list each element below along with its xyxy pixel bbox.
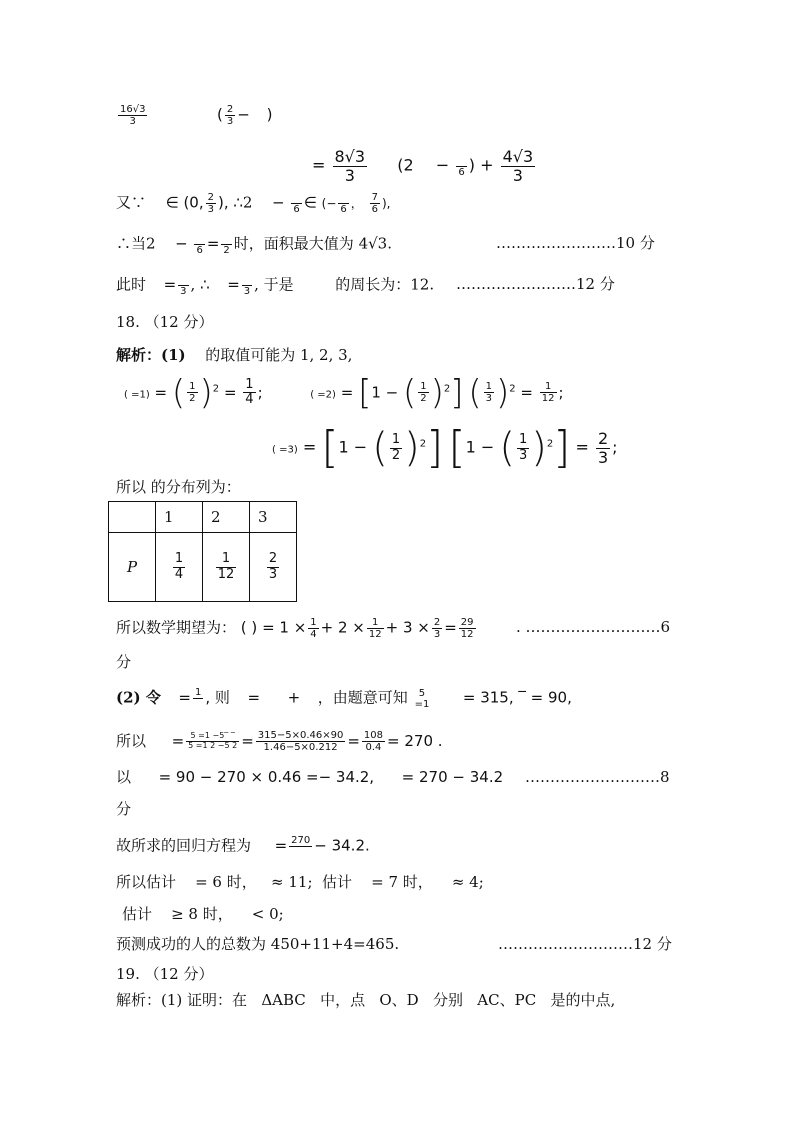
fraction: 270 bbox=[291, 835, 311, 846]
score-dots: ………………………8 bbox=[525, 768, 670, 786]
fraction: $\frac{315-5\times 0.46\times 90}{1.46-5\times 0.212}$ bbox=[257, 730, 344, 753]
line-20: 预测成功的人的总数为 450+11+4=465. bbox=[116, 935, 400, 953]
line-3: 又∵ ∈ (0, $\frac{2}{3}$ ), ∴2 − 6 ∈ (− 6 ， $\frac{7}{6}$ ), bbox=[116, 192, 391, 215]
score-dots: . ………………………6 bbox=[516, 618, 671, 636]
line-8: ( =1) = ( $\frac{1}{2}$ )$^2$ = $\frac{1}{4}$ ; ( =2) = [1 − ( $\frac{1}{2}$ )$^2$] ( $\frac{1}{3}$ )$^2$ = $\frac{1}{12}$ ; bbox=[124, 372, 564, 413]
fraction: $\frac{1}{2}$ bbox=[391, 432, 401, 463]
line-19: 估计 ≥ 8 时， < 0; bbox=[122, 905, 284, 923]
fraction: $\frac{2}{3}$ bbox=[268, 551, 278, 582]
fraction: $\frac{2}{3}$ bbox=[433, 617, 441, 640]
fraction: $\frac{1}{3}$ bbox=[485, 381, 492, 405]
fraction: 6 bbox=[338, 192, 348, 215]
line-13: (2) 令 = 1 , 则 = + ，由题意可知 5 =1 = 315, ‾ = 90, bbox=[116, 687, 572, 710]
distribution-caption: 所以 的分布列为： bbox=[116, 478, 241, 496]
table-cell: 1 bbox=[156, 502, 203, 533]
fraction: $\frac{1}{4}$ bbox=[174, 551, 184, 582]
score-unit: 分 bbox=[116, 653, 132, 671]
fraction: $\frac{1}{4}$ bbox=[245, 377, 254, 408]
fraction: 3 bbox=[178, 274, 188, 297]
fraction: $\frac{29}{12}$ bbox=[460, 617, 474, 640]
fraction: $\frac{1}{3}$ bbox=[518, 432, 528, 463]
fraction: $\frac{108}{0.4}$ bbox=[363, 730, 384, 753]
question-18-header: 18. （12 分） bbox=[116, 313, 214, 331]
table-cell bbox=[156, 533, 203, 602]
line-22: 解析：(1) 证明：在 ΔABC 中，点 O、D 分别 AC、PC 是的中点, bbox=[116, 991, 616, 1009]
fraction: $\frac{2}{3}$ bbox=[226, 104, 234, 127]
fraction: $\frac{1}{12}$ bbox=[541, 381, 555, 405]
line-15: 以 = 90 − 270 × 0.46 =− 34.2, = 270 − 34.2 bbox=[116, 768, 504, 786]
table-cell: 3 bbox=[250, 502, 297, 533]
table-cell: 2 bbox=[203, 502, 250, 533]
table-cell bbox=[203, 533, 250, 602]
fraction: $\frac{1}{4}$ bbox=[310, 617, 317, 640]
fraction: 1 bbox=[195, 687, 202, 698]
line-14: 所以 = $\frac{5 =1 -5‾ ‾}{5 =1 2 -5 2}$ = $\frac{315-5\times 0.46\times 90}{1.46-5\times 0.212}$ = $\frac{108}{0.4}$ = 270 . bbox=[116, 730, 443, 753]
score-dots: ……………………12 分 bbox=[456, 275, 615, 293]
line-17: 故所求的回归方程为 = 270 − 34.2. bbox=[116, 835, 370, 858]
table-row bbox=[109, 533, 297, 602]
table-cell bbox=[109, 502, 156, 533]
score-dots: ……………………10 分 bbox=[496, 234, 655, 252]
fraction: 3 bbox=[242, 274, 252, 297]
summation: 5 =1 bbox=[414, 687, 430, 710]
line-18: 所以估计 = 6 时， ≈ 11; 估计 = 7 时， ≈ 4; bbox=[116, 873, 484, 891]
fraction: $\frac{2}{3}$ bbox=[597, 429, 609, 467]
line-9: ( =3) = [1 − ( $\frac{1}{2}$ )$^2$] [1 − ( $\frac{1}{3}$ )$^2$] = $\frac{2}{3}$ ; bbox=[272, 422, 618, 474]
table-header-row bbox=[109, 502, 297, 533]
fraction: 6 bbox=[194, 233, 204, 256]
line-5: 此时 = 3 , ∴ = 3 , 于是 的周长为：12. bbox=[116, 275, 435, 297]
line-2: = $\frac{8√3}{3}$ (2 − 6 ) + $\frac{4√3}{3}$ bbox=[312, 147, 534, 185]
fraction: $\frac{1}{2}$ bbox=[189, 381, 196, 405]
fraction: $\frac{1}{2}$ bbox=[420, 381, 427, 405]
distribution-table bbox=[108, 501, 297, 602]
fraction: $\frac{5 =1 -5‾ ‾}{5 =1 2 -5 2}$ bbox=[188, 731, 238, 750]
line-4: ∴当2 − 6 = 2 时，面积最大值为 4√3. bbox=[116, 234, 392, 256]
line-7: 解析：(1) 的取值可能为 1, 2, 3, bbox=[116, 346, 353, 364]
table-cell bbox=[250, 533, 297, 602]
fraction: 6 bbox=[291, 192, 301, 215]
table-cell: P bbox=[109, 533, 156, 602]
line-1: $\frac{16√3}{3}$ ( $\frac{2}{3}$ − ) bbox=[120, 104, 273, 127]
fraction: $\frac{7}{6}$ bbox=[371, 192, 378, 215]
fraction: $\frac{4√3}{3}$ bbox=[502, 147, 534, 185]
fraction: $\frac{16√3}{3}$ bbox=[120, 104, 146, 127]
question-19-header: 19. （12 分） bbox=[116, 965, 214, 983]
fraction: $\frac{8√3}{3}$ bbox=[334, 147, 366, 185]
score-unit: 分 bbox=[116, 800, 132, 818]
fraction: $\frac{2}{3}$ bbox=[207, 192, 214, 215]
fraction: 2 bbox=[221, 233, 231, 256]
fraction: 6 bbox=[456, 155, 466, 178]
fraction: $\frac{1}{12}$ bbox=[368, 617, 382, 640]
line-11: 所以数学期望为： ( ) = 1 × $\frac{1}{4}$ + 2 × $\frac{1}{12}$ + 3 × $\frac{2}{3}$ = $\frac{29}{12}$ bbox=[116, 617, 474, 640]
fraction: $\frac{1}{12}$ bbox=[217, 551, 235, 582]
score-dots: ………………………12 分 bbox=[498, 935, 672, 953]
